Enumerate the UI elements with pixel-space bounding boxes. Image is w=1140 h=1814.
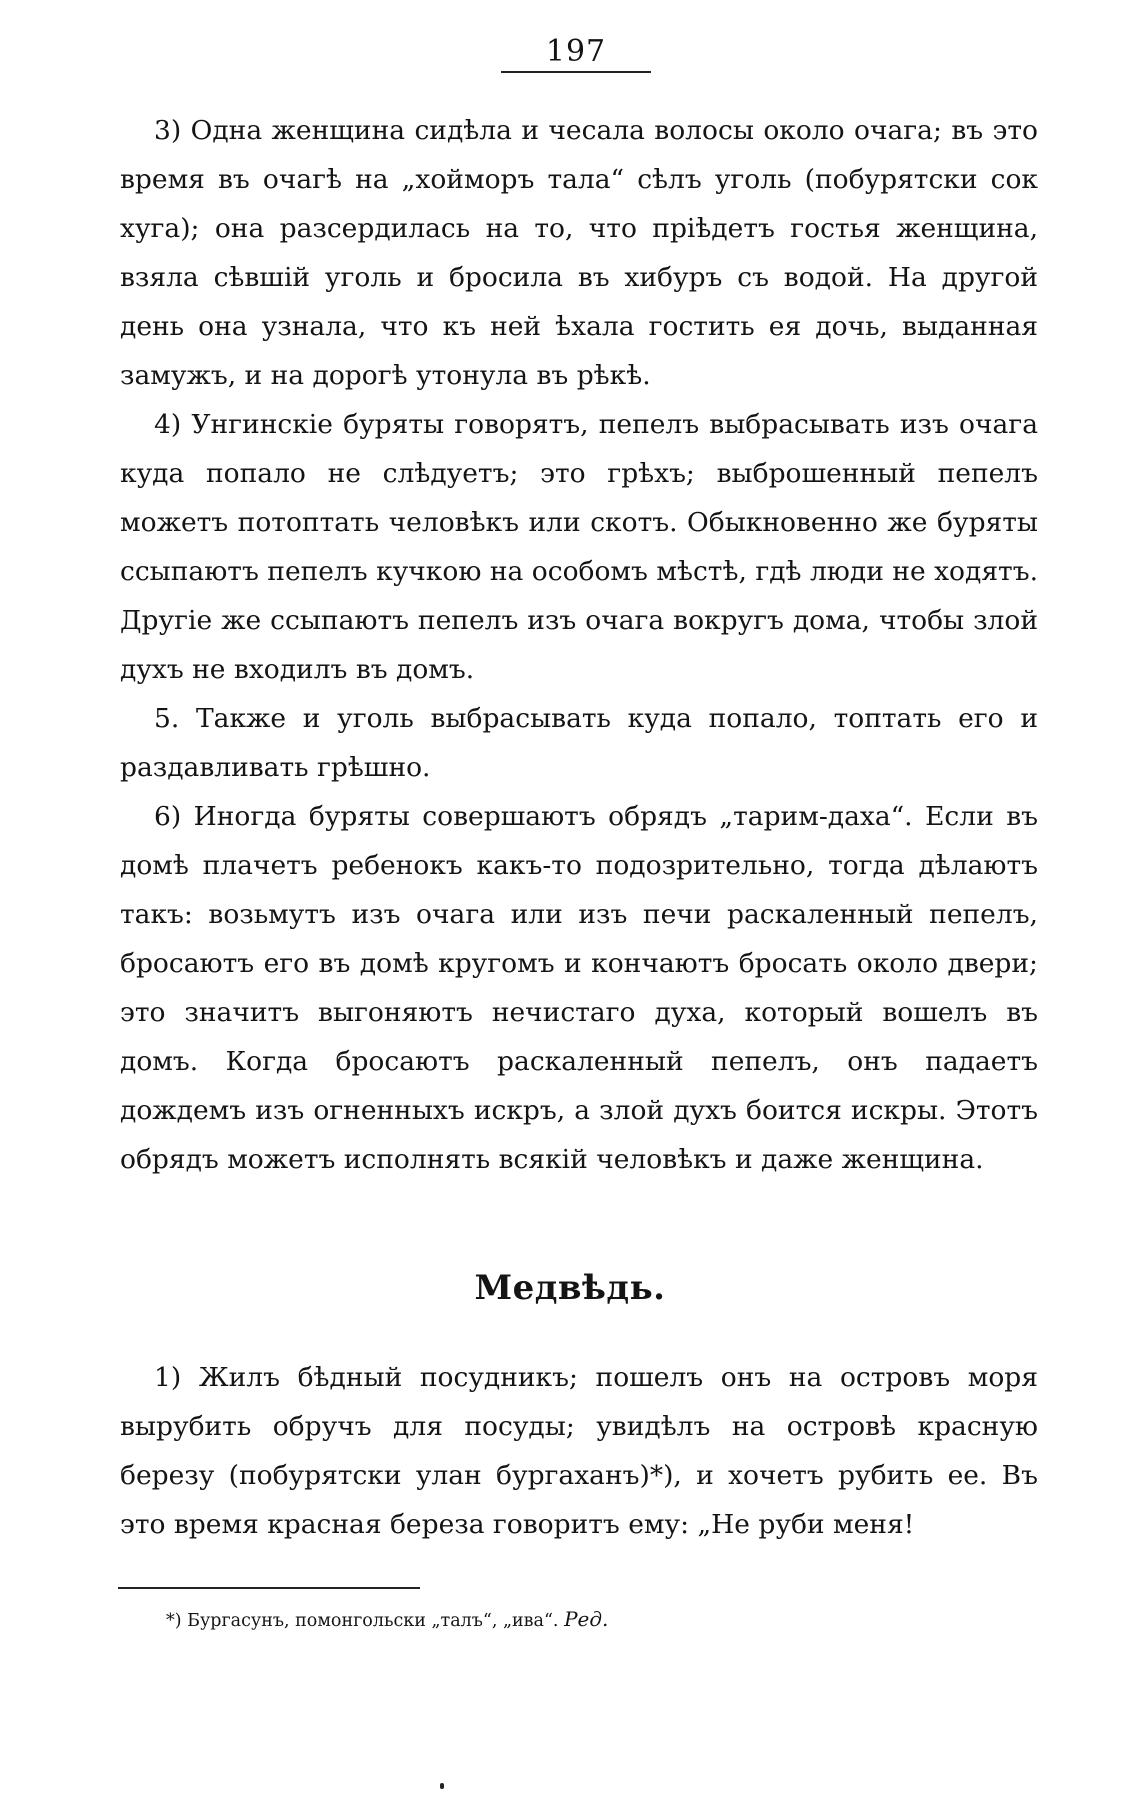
paragraph-bear-1: 1) Жилъ бѣдный посудникъ; пошелъ онъ на островъ моря вырубить обручъ для посуды; увидѣлъ на островѣ красную березу (побурятски улан бургаханъ)*), и хочетъ рубить ее. Въ это время красная береза говоритъ ему: „Не руби меня!	[120, 1362, 1038, 1540]
print-speck	[440, 1783, 444, 1789]
paragraph-5: 5. Также и уголь выбрасывать куда попало, топтать его и раздавливать грѣшно.	[120, 703, 1038, 783]
footnote	[166, 1607, 608, 1631]
paragraph-4: 4) Унгинскіе буряты говорятъ, пепелъ выбрасывать изъ очага куда попало не слѣдуетъ; это грѣхъ; выброшенный пепелъ можетъ потоптать человѣкъ или скотъ. Обыкновенно же буряты ссыпаютъ пепелъ кучкою на особомъ мѣстѣ, гдѣ люди не ходятъ. Другіе же ссыпаютъ пепелъ изъ очага вокругъ дома, чтобы злой духъ не входилъ въ домъ.	[120, 409, 1038, 685]
main-text-top	[120, 106, 1038, 1184]
paragraph-6: 6) Иногда буряты совершаютъ обрядъ „тарим-даха“. Если въ домѣ плачетъ ребенокъ какъ-то подозрительно, тогда дѣлаютъ такъ: возьмутъ изъ очага или изъ печи раскаленный пепелъ, бросаютъ его въ домѣ кругомъ и кончаютъ бросать около двери; это значитъ выгоняютъ нечистаго духа, который вошелъ въ домъ. Когда бросаютъ раскаленный пепелъ, онъ падаетъ дождемъ изъ огненныхъ искръ, а злой духъ боится искры. Этотъ обрядъ можетъ исполнять всякій человѣкъ и даже женщина.	[120, 801, 1038, 1175]
footnote-divider	[118, 1587, 420, 1589]
page-number: 197	[501, 34, 651, 73]
footnote-editor-mark: Ред.	[564, 1607, 609, 1631]
footnote-text: *) Бургасунъ, помонгольски „талъ“, „ива“.	[166, 1611, 559, 1631]
section-heading: Медвѣдь.	[474, 1268, 666, 1308]
paragraph-3: 3) Одна женщина сидѣла и чесала волосы около очага; въ это время въ очагѣ на „хойморъ тала“ сѣлъ уголь (побурятски сок хуга); она разсердилась на то, что пріѣдетъ гостья женщина, взяла сѣвшій уголь и бросила въ хибуръ съ водой. На другой день она узнала, что къ ней ѣхала гостить ея дочь, выданная замужъ, и на дорогѣ утонула въ рѣкѣ.	[120, 115, 1038, 391]
main-text-bottom	[120, 1353, 1038, 1549]
